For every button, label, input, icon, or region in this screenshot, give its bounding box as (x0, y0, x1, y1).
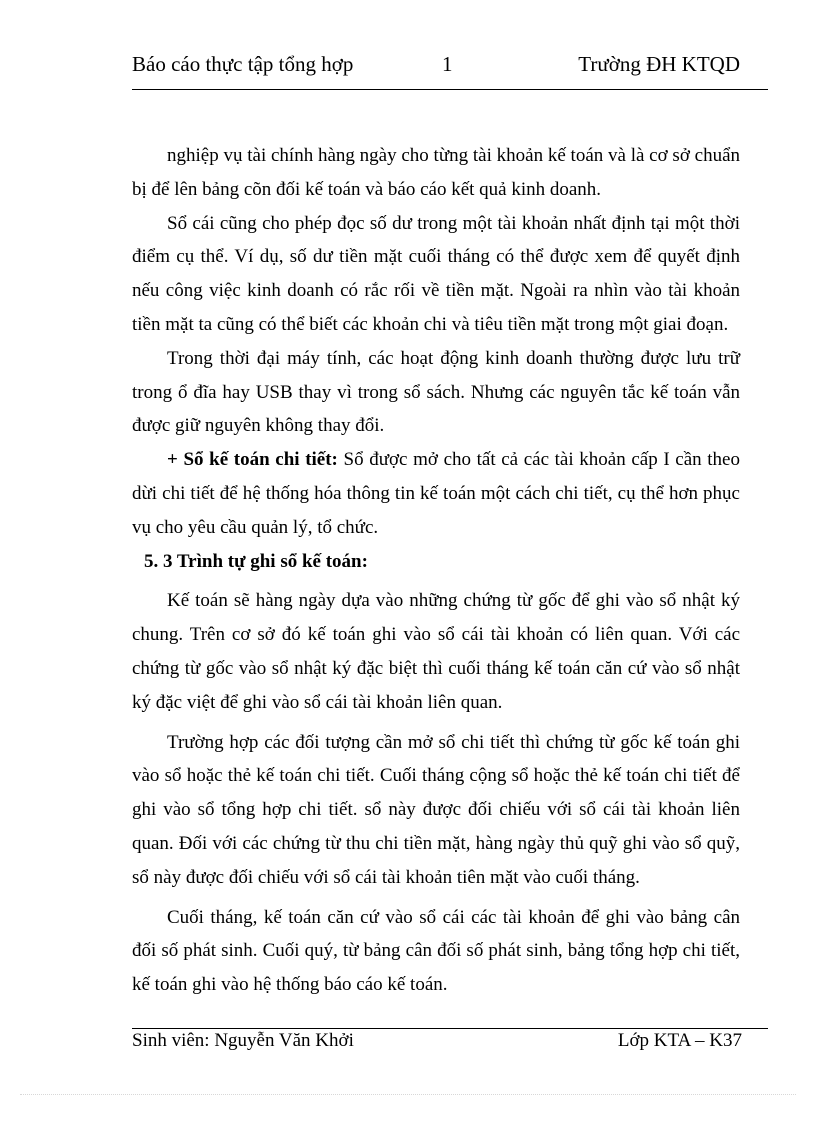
page-header (132, 52, 768, 82)
detail-ledger-term: + Sổ kế toán chi tiết: (167, 449, 338, 471)
paragraph-ledger-continuation: nghiệp vụ tài chính hàng ngày cho từng tài khoản kế toán và là cơ sở chuẩn bị để lên bảng cõn đối kế toán và báo cáo kết quả kinh doanh. (132, 145, 740, 200)
page-footer (132, 1030, 742, 1058)
paragraph-journal-procedure: Kế toán sẽ hàng ngày dựa vào những chứng từ gốc để ghi vào sổ nhật ký chung. Trên cơ sở đó kế toán ghi vào sổ cái tài khoản có liên quan. Với các chứng từ gốc vào sổ nhật ký đặc biệt thì cuối tháng kế toán căn cứ vào sổ nhật ký đặc việt để ghi vào sổ cái tài khoản liên quan. (132, 590, 740, 713)
header-title: Báo cáo thực tập tổng hợp (132, 52, 354, 76)
page-edge-divider (20, 1094, 796, 1095)
footer-class: Lớp KTA – K37 (617, 1030, 742, 1051)
detail-ledger-text: Sổ được mở cho tất cả các tài khoản cấp I cần theo dừi chi tiết để hệ thống hóa thông tin kế toán một cách chi tiết, cụ thể hơn phục vụ cho yêu cầu quản lý, tổ chức. (132, 449, 740, 538)
header-divider (132, 89, 768, 90)
page-number: 1 (442, 52, 453, 76)
paragraph-detail-ledger (132, 443, 740, 544)
paragraph-detail-procedure: Trường hợp các đối tượng cần mở sổ chi tiết thì chứng từ gốc kế toán ghi vào sổ hoặc thẻ kế toán chi tiết. Cuối tháng cộng sổ hoặc thẻ kế toán chi tiết để ghi vào sổ tổng hợp chi tiết. sổ này được đối chiếu với sổ cái tài khoản liên quan. Đối với các chứng từ thu chi tiền mặt, hàng ngày thủ quỹ ghi vào sổ quỹ, sổ này được đối chiếu với sổ cái tài khoản tiên mặt vào cuối tháng. (132, 731, 740, 888)
paragraph-computer-era: Trong thời đại máy tính, các hoạt động kinh doanh thường được lưu trữ trong ổ đĩa hay USB thay vì trong sổ sách. Nhưng các nguyên tắc kế toán vẫn được giữ nguyên không thay đổi. (132, 347, 740, 437)
paragraph-month-end: Cuối tháng, kế toán căn cứ vào sổ cái các tài khoản để ghi vào bảng cân đối số phát sinh. Cuối quý, từ bảng cân đối số phát sinh, bảng tổng hợp chi tiết, kế toán ghi vào hệ thống báo cáo kế toán. (132, 906, 740, 996)
footer-student: Sinh viên: Nguyễn Văn Khởi (132, 1030, 354, 1051)
section-heading: 5. 3 Trình tự ghi sổ kế toán: (144, 550, 368, 572)
paragraph-ledger-balance: Sổ cái cũng cho phép đọc số dư trong một tài khoản nhất định tại một thời điểm cụ thể. Ví dụ, số dư tiền mặt cuối tháng có thể được xem để quyết định nếu công việc kinh doanh có rắc rối về tiền mặt. Ngoài ra nhìn vào tài khoản tiền mặt ta cũng có thể biết các khoản chi và tiêu tiền mặt trong một giai đoạn. (132, 212, 740, 335)
header-school: Trường ĐH KTQD (578, 52, 740, 76)
footer-divider (132, 1028, 768, 1029)
page-body (132, 139, 740, 1002)
